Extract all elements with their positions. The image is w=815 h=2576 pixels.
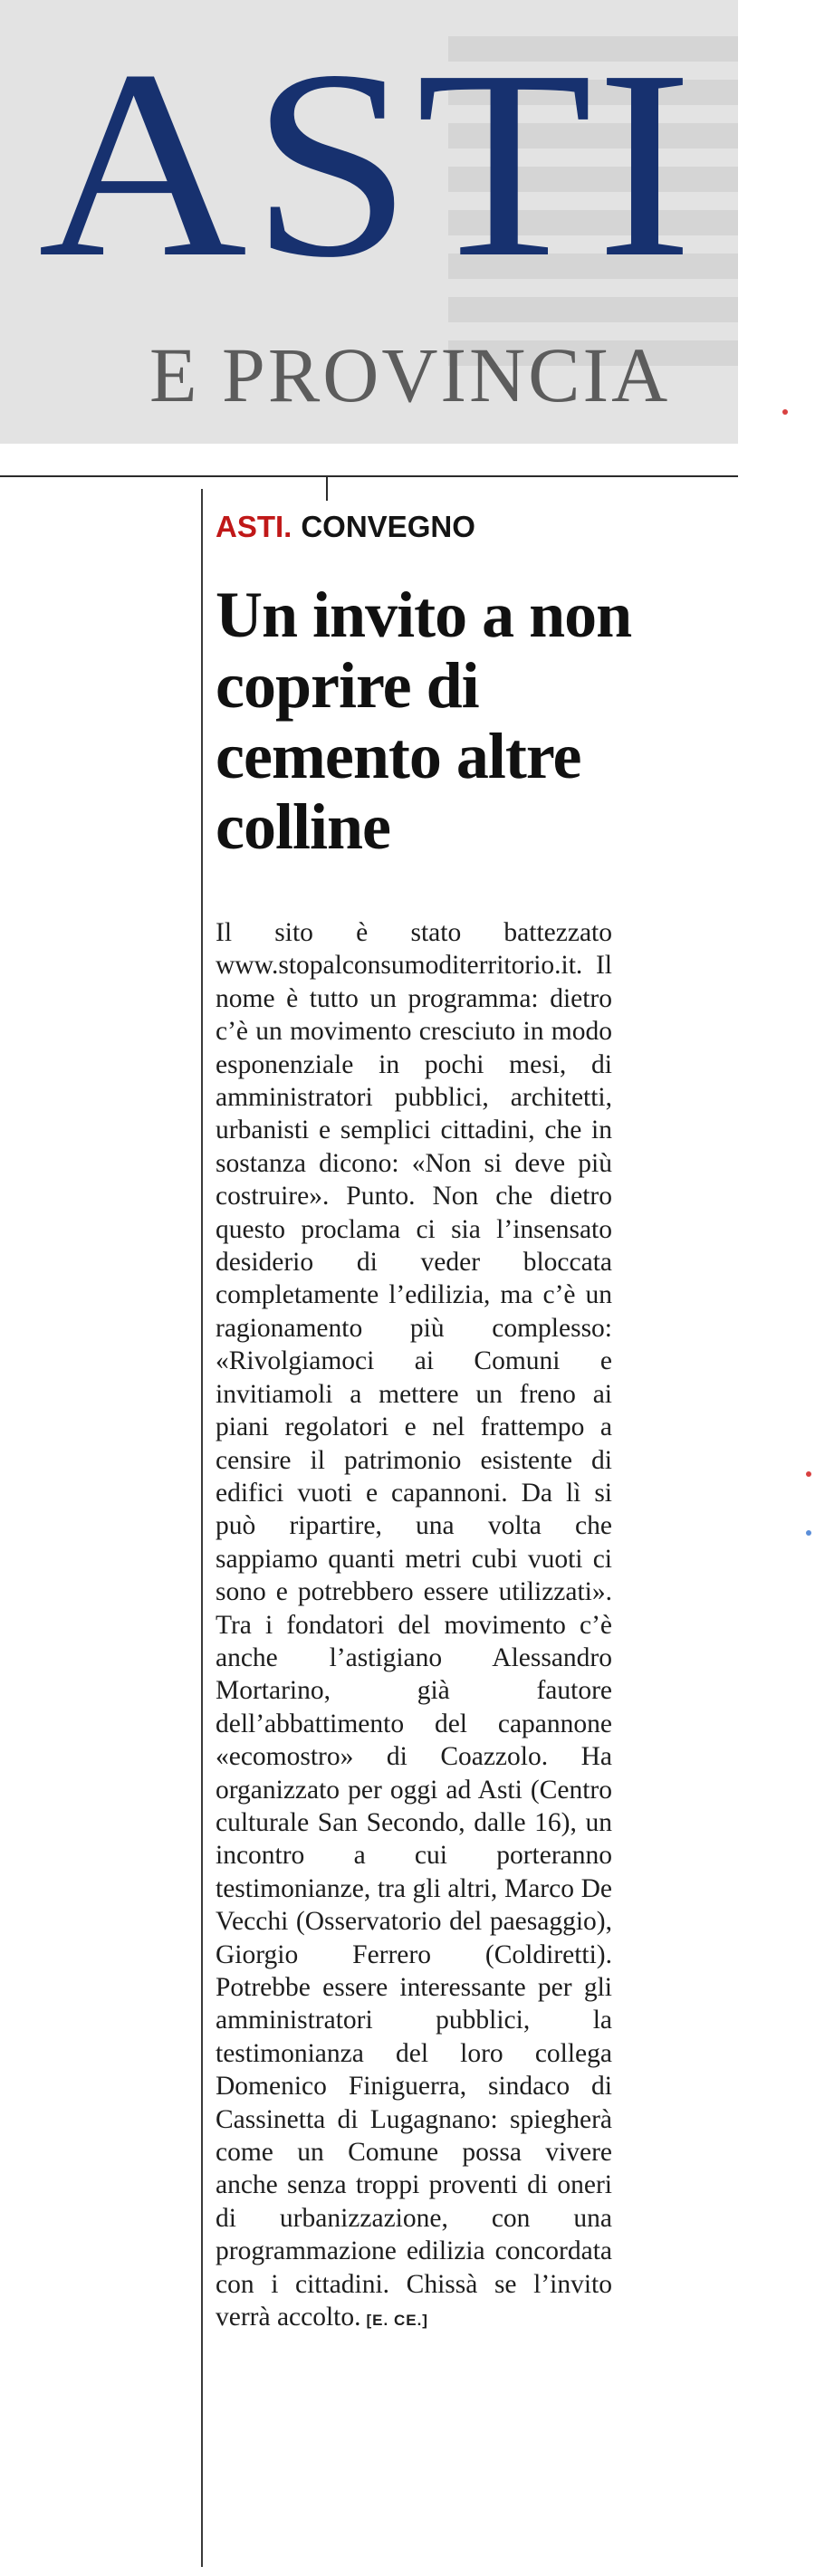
author-signature: [E. CE.] xyxy=(366,2312,428,2330)
kicker-topic: CONVEGNO xyxy=(301,510,475,543)
masthead-city: ASTI xyxy=(38,14,697,314)
headline: Un invito a non coprire di cemento altre colline xyxy=(216,579,632,863)
section-rule-tick xyxy=(326,475,328,501)
print-speck xyxy=(806,1471,811,1477)
section-rule xyxy=(0,475,738,477)
kicker-location: ASTI. xyxy=(216,510,292,543)
article-body-text: Il sito è stato battezzato www.stopalconsumoditerritorio.it. Il nome è tutto un programma: dietro c’è un movimento cresciuto in modo esponenziale in pochi mesi, di amministratori pubblici, architetti, urbanisti e semplici cittadini, che in sostanza dicono: «Non si deve più costruire». Punto. Non che dietro questo proclama ci sia l’insensato desiderio di veder bloccata completamente l’edilizia, ma c’è un ragionamento più complesso: «Rivolgiamoci ai Comuni e invitiamoli a mettere un freno ai piani regolatori e nel frattempo a censire il patrimonio esistente di edifici vuoti e capannoni. Da lì si può ripartire, una volta che sappiamo quanti metri cubi vuoti ci sono e potrebbero essere utilizzati». Tra i fondatori del movimento c’è anche l’astigiano Alessandro Mortarino, già fautore dell’abbattimento del capannone «ecomostro» di Coazzolo. Ha organizzato per oggi ad Asti (Centro culturale San Secondo, dalle 16), un incontro a cui porteranno testimonianze, tra gli altri, Marco De Vecchi (Osservatorio del paesaggio), Giorgio Ferrero (Coldiretti). Potrebbe essere interessante per gli amministratori pubblici, la testimonianza del loro collega Domenico Finiguerra, sindaco di Cassinetta di Lugagnano: spiegherà come un Comune possa vivere anche senza troppi proventi di oneri di urbanizzazione, con una programmazione edilizia concordata con i cittadini. Chissà se l’invito verrà accolto. xyxy=(216,918,612,2332)
masthead xyxy=(0,0,738,444)
masthead-region: E PROVINCIA xyxy=(149,331,671,418)
kicker xyxy=(216,509,475,545)
print-speck xyxy=(782,409,788,415)
column-rule xyxy=(201,489,203,2567)
print-speck xyxy=(806,1530,811,1536)
article-body xyxy=(216,916,612,2337)
